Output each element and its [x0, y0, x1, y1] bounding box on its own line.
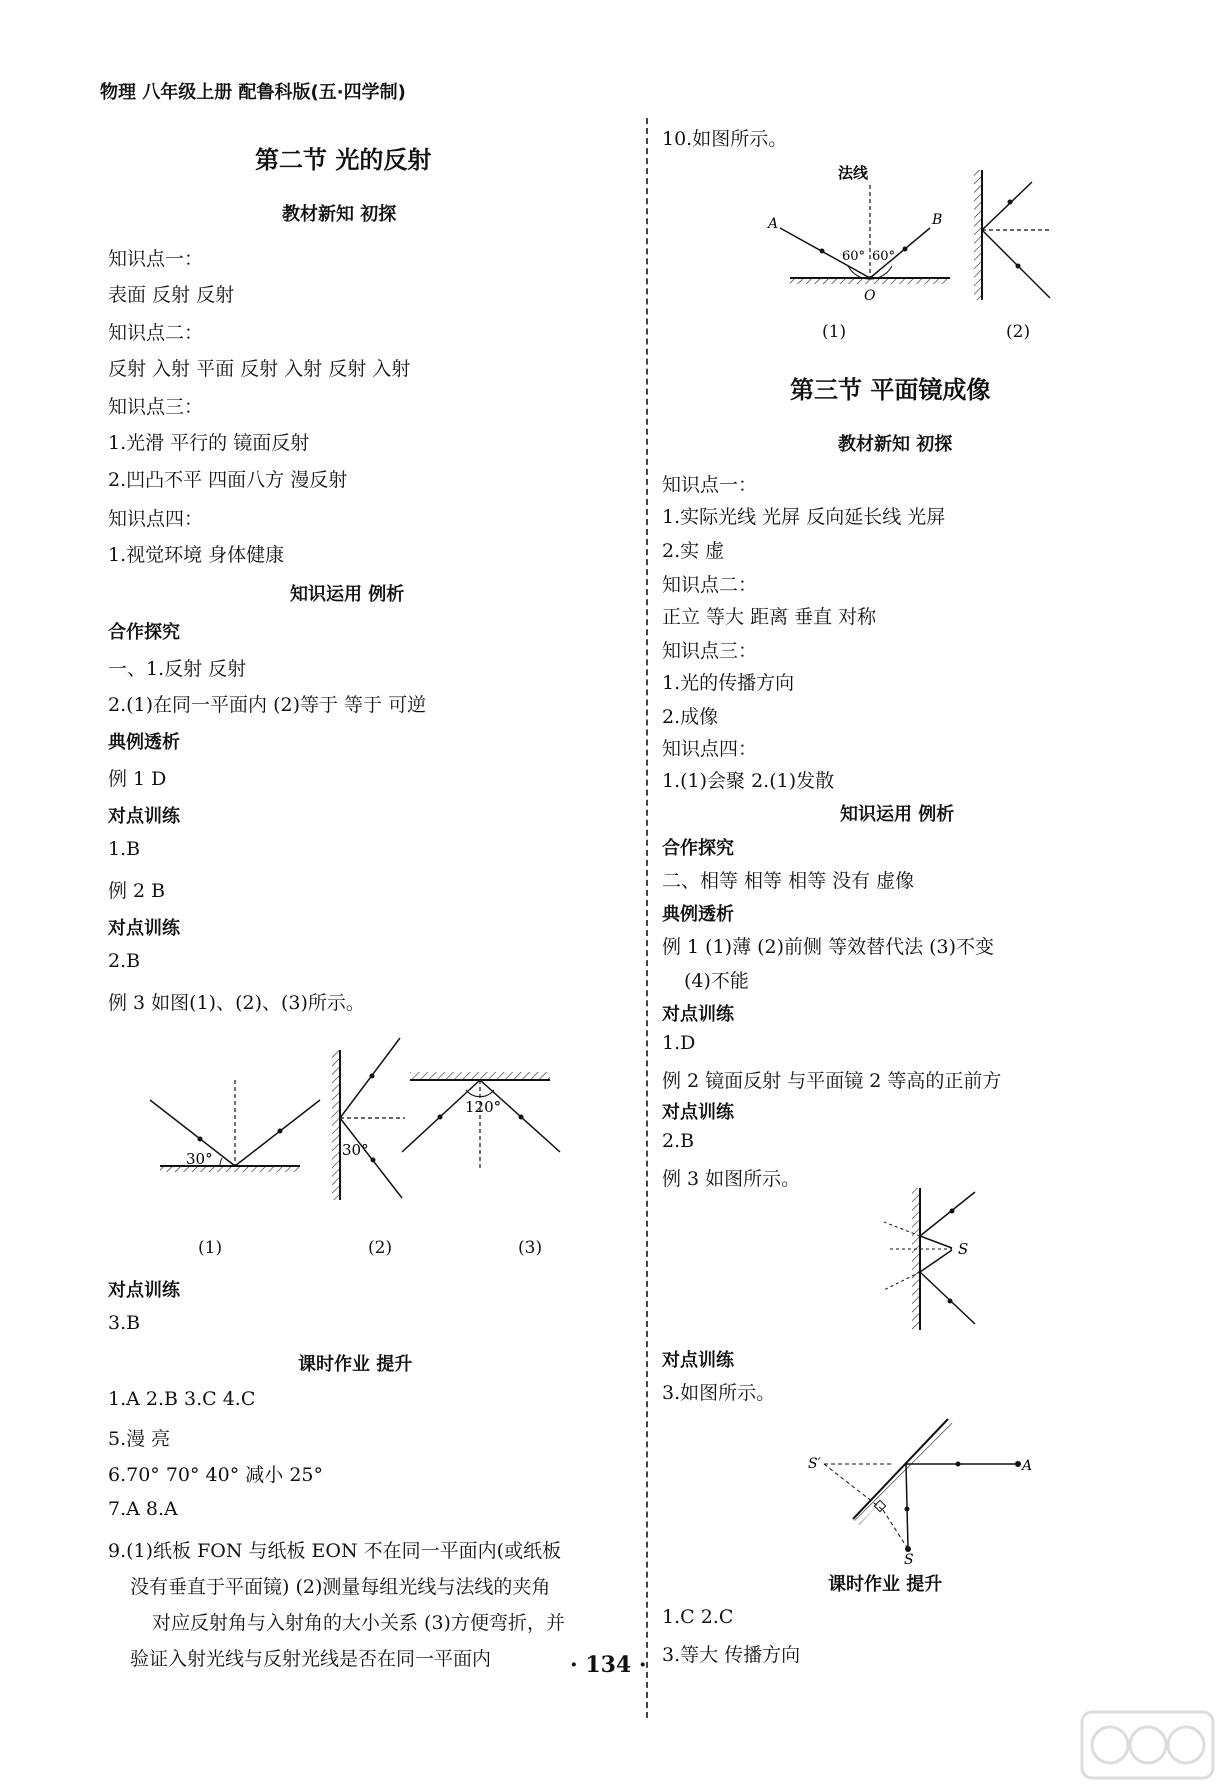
knowledge-point-label: 知识点四：	[662, 738, 758, 760]
subheading: 课时作业 提升	[828, 1574, 943, 1595]
group-label: 对点训练	[662, 1102, 734, 1123]
example-answer: 例 3 如图(1)、(2)、(3)所示。	[108, 992, 365, 1014]
angle-label: 60°	[842, 249, 866, 264]
point-label-S: S	[958, 1240, 969, 1258]
angle-label: 30°	[342, 1141, 369, 1159]
section-title-reflection: 第二节 光的反射	[255, 146, 432, 174]
answer-line: 一、1.反射 反射	[108, 658, 247, 680]
answer-line: 没有垂直于平面镜) (2)测量每组光线与法线的夹角	[130, 1576, 551, 1598]
subheading: 课时作业 提升	[298, 1354, 413, 1375]
answer-line: 3.等大 传播方向	[662, 1644, 801, 1666]
angle-label: 30°	[186, 1150, 213, 1168]
answer-line: 2.实 虚	[662, 540, 725, 562]
point-label-B: B	[932, 212, 943, 228]
point-label-S-prime: S′	[808, 1456, 821, 1472]
normal-label: 法线	[838, 164, 869, 182]
group-label: 对点训练	[662, 1004, 734, 1025]
figure-2	[332, 1038, 405, 1200]
group-label: 合作探究	[662, 838, 734, 859]
example-answer: 例 2 镜面反射 与平面镜 2 等高的正前方	[662, 1070, 1002, 1092]
answer-line: 5.漫 亮	[108, 1428, 171, 1450]
knowledge-point-label: 知识点三：	[108, 396, 204, 418]
answer-line: 3.如图所示。	[662, 1382, 776, 1404]
figure-3	[402, 1072, 560, 1170]
example-answer: 例 1 D	[108, 768, 167, 790]
figure-caption: (2)	[368, 1238, 393, 1258]
subheading: 教材新知 初探	[838, 434, 953, 455]
subheading: 知识运用 例析	[290, 584, 405, 605]
group-label: 对点训练	[108, 806, 180, 827]
answer-line: 2.成像	[662, 706, 719, 728]
answer-line: 1.B	[108, 838, 141, 860]
reflection-figures	[140, 1020, 620, 1240]
group-label: 典例透析	[108, 732, 180, 753]
example-answer: 例 3 如图所示。	[662, 1168, 801, 1190]
answer-line: 2.凹凸不平 四面八方 漫反射	[108, 469, 348, 491]
figure-caption: (1)	[198, 1238, 223, 1258]
page-number: · 134 ·	[570, 1652, 647, 1678]
angle-label: 120°	[465, 1098, 502, 1116]
point-label-A: A	[1022, 1458, 1033, 1474]
example-answer: (4)不能	[684, 970, 749, 992]
answer-line: 2.(1)在同一平面内 (2)等于 等于 可逆	[108, 694, 427, 716]
figure-caption: (3)	[518, 1238, 543, 1258]
answer-line: 6.70° 70° 40° 减小 25°	[108, 1464, 323, 1486]
point-label-A: A	[768, 216, 779, 232]
answer-line: 二、相等 相等 相等 没有 虚像	[662, 870, 915, 892]
group-label: 对点训练	[108, 1280, 180, 1301]
point-label-O: O	[864, 288, 876, 304]
answer-line: 9.(1)纸板 FON 与纸板 EON 不在同一平面内(或纸板	[108, 1540, 562, 1562]
answer-line: 1.视觉环境 身体健康	[108, 544, 285, 566]
answer-line: 2.B	[662, 1130, 695, 1152]
answer-line: 7.A 8.A	[108, 1498, 178, 1520]
figure-caption: (2)	[1006, 322, 1031, 342]
answer-line: 1.A 2.B 3.C 4.C	[108, 1388, 256, 1410]
answer-line: 对应反射角与入射角的大小关系 (3)方便弯折，并	[152, 1612, 565, 1634]
answer-line: 1.光的传播方向	[662, 672, 795, 694]
figure-10	[760, 160, 1080, 330]
answer-line: 1.D	[662, 1032, 696, 1054]
knowledge-point-label: 知识点四：	[108, 508, 204, 530]
answer-line: 3.B	[108, 1312, 141, 1334]
angle-label: 60°	[872, 249, 896, 264]
figure-1	[150, 1080, 320, 1172]
answer-line: 1.(1)会聚 2.(1)发散	[662, 770, 835, 792]
page-header: 物理 八年级上册 配鲁科版(五·四学制)	[100, 82, 406, 103]
section-title-mirror: 第三节 平面镜成像	[790, 376, 991, 404]
answer-line: 表面 反射 反射	[108, 284, 235, 306]
knowledge-point-label: 知识点三：	[662, 640, 758, 662]
subheading: 知识运用 例析	[840, 804, 955, 825]
group-label: 对点训练	[108, 918, 180, 939]
group-label: 合作探究	[108, 622, 180, 643]
answer-line: 1.实际光线 光屏 反向延长线 光屏	[662, 506, 946, 528]
answer-line: 验证入射光线与反射光线是否在同一平面内	[130, 1648, 492, 1670]
example-answer: 例 2 B	[108, 880, 166, 902]
answer-line: 正立 等大 距离 垂直 对称	[662, 606, 877, 628]
group-label: 对点训练	[662, 1350, 734, 1371]
knowledge-point-label: 知识点二：	[662, 574, 758, 596]
example-3-figure	[870, 1184, 1010, 1334]
answer-line: 1.光滑 平行的 镜面反射	[108, 432, 310, 454]
example-answer: 例 1 (1)薄 (2)前侧 等效替代法 (3)不变	[662, 936, 995, 958]
answer-line: 反射 入射 平面 反射 入射 反射 入射	[108, 358, 411, 380]
watermark-logo-icon	[1080, 1710, 1215, 1780]
knowledge-point-label: 知识点二：	[108, 322, 204, 344]
subheading: 教材新知 初探	[282, 204, 397, 225]
training-3-figure	[808, 1414, 1048, 1564]
group-label: 典例透析	[662, 904, 734, 925]
answer-line: 10.如图所示。	[662, 128, 788, 150]
point-label-S: S	[904, 1552, 914, 1564]
answer-line: 2.B	[108, 950, 141, 972]
answer-line: 1.C 2.C	[662, 1606, 734, 1628]
column-divider	[646, 118, 648, 1718]
figure-caption: (1)	[822, 322, 847, 342]
knowledge-point-label: 知识点一：	[662, 474, 758, 496]
knowledge-point-label: 知识点一：	[108, 248, 204, 270]
